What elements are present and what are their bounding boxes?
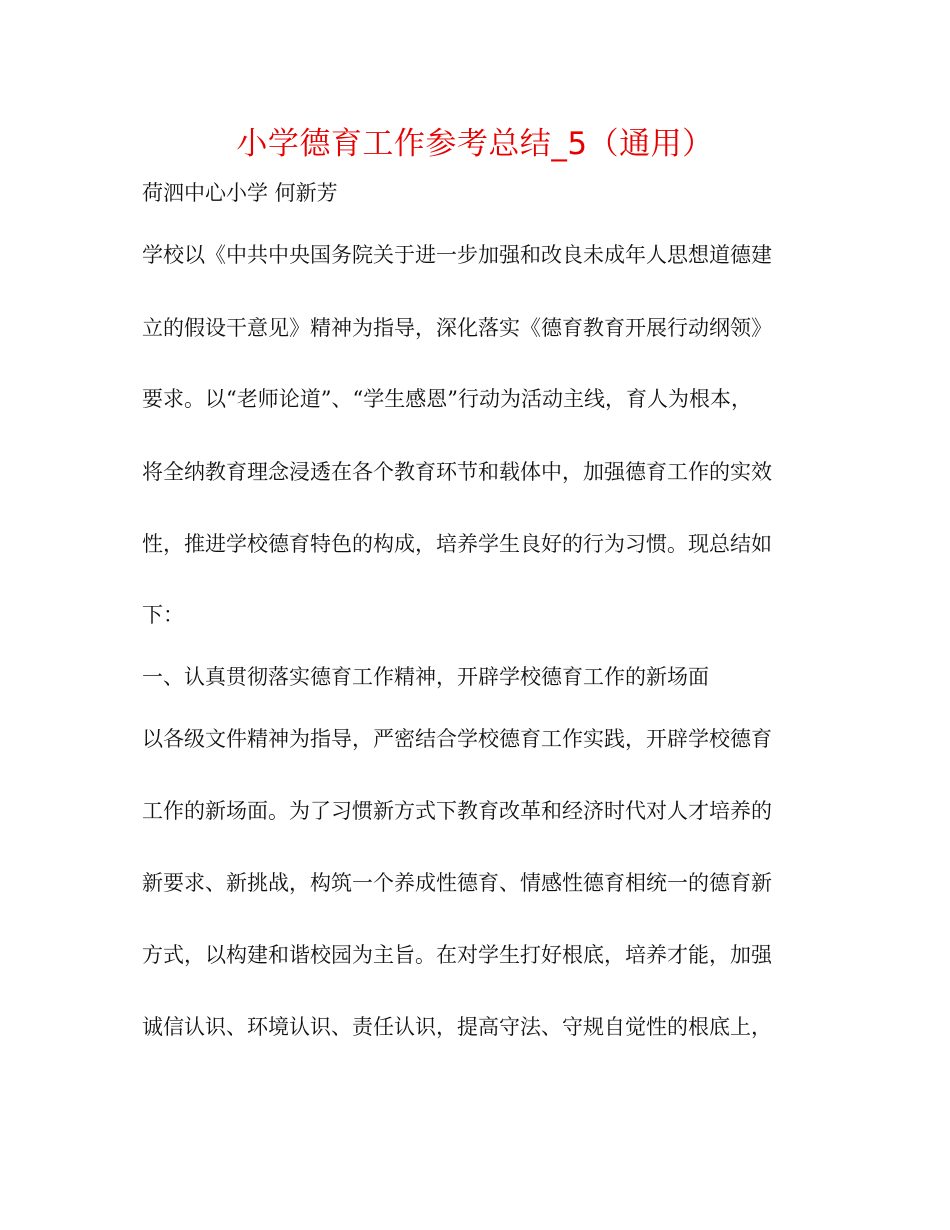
paragraph-line: 将全纳教育理念浸透在各个教育环节和载体中，加强德育工作的实效	[142, 460, 772, 484]
paragraph-line: 要求。以“老师论道”、“学生感恩”行动为活动主线，育人为根本，	[142, 387, 752, 411]
paragraph-line: 以各级文件精神为指导，严密结合学校德育工作实践，开辟学校德育	[142, 727, 772, 751]
paragraph-line: 立的假设干意见》精神为指导，深化落实《德育教育开展行动纲领》	[142, 316, 772, 340]
document-title: 小学德育工作参考总结_5（通用）	[236, 126, 714, 162]
paragraph-line: 性，推进学校德育特色的构成，培养学生良好的行为习惯。现总结如	[142, 532, 772, 556]
paragraph-line: 诚信认识、环境认识、责任认识，提高守法、守规自觉性的根底上，	[142, 1015, 772, 1039]
paragraph-line: 下：	[142, 603, 184, 627]
paragraph-line: 方式，以构建和谐校园为主旨。在对学生打好根底，培养才能，加强	[142, 943, 772, 967]
section-heading: 一、认真贯彻落实德育工作精神，开辟学校德育工作的新场面	[142, 665, 709, 689]
paragraph-line: 工作的新场面。为了习惯新方式下教育改革和经济时代对人才培养的	[142, 799, 772, 823]
paragraph-line: 学校以《中共中央国务院关于进一步加强和改良未成年人思想道德建	[142, 243, 772, 267]
paragraph-line: 新要求、新挑战，构筑一个养成性德育、情感性德育相统一的德育新	[142, 871, 772, 895]
document-author: 荷泗中心小学 何新芳	[142, 181, 338, 205]
